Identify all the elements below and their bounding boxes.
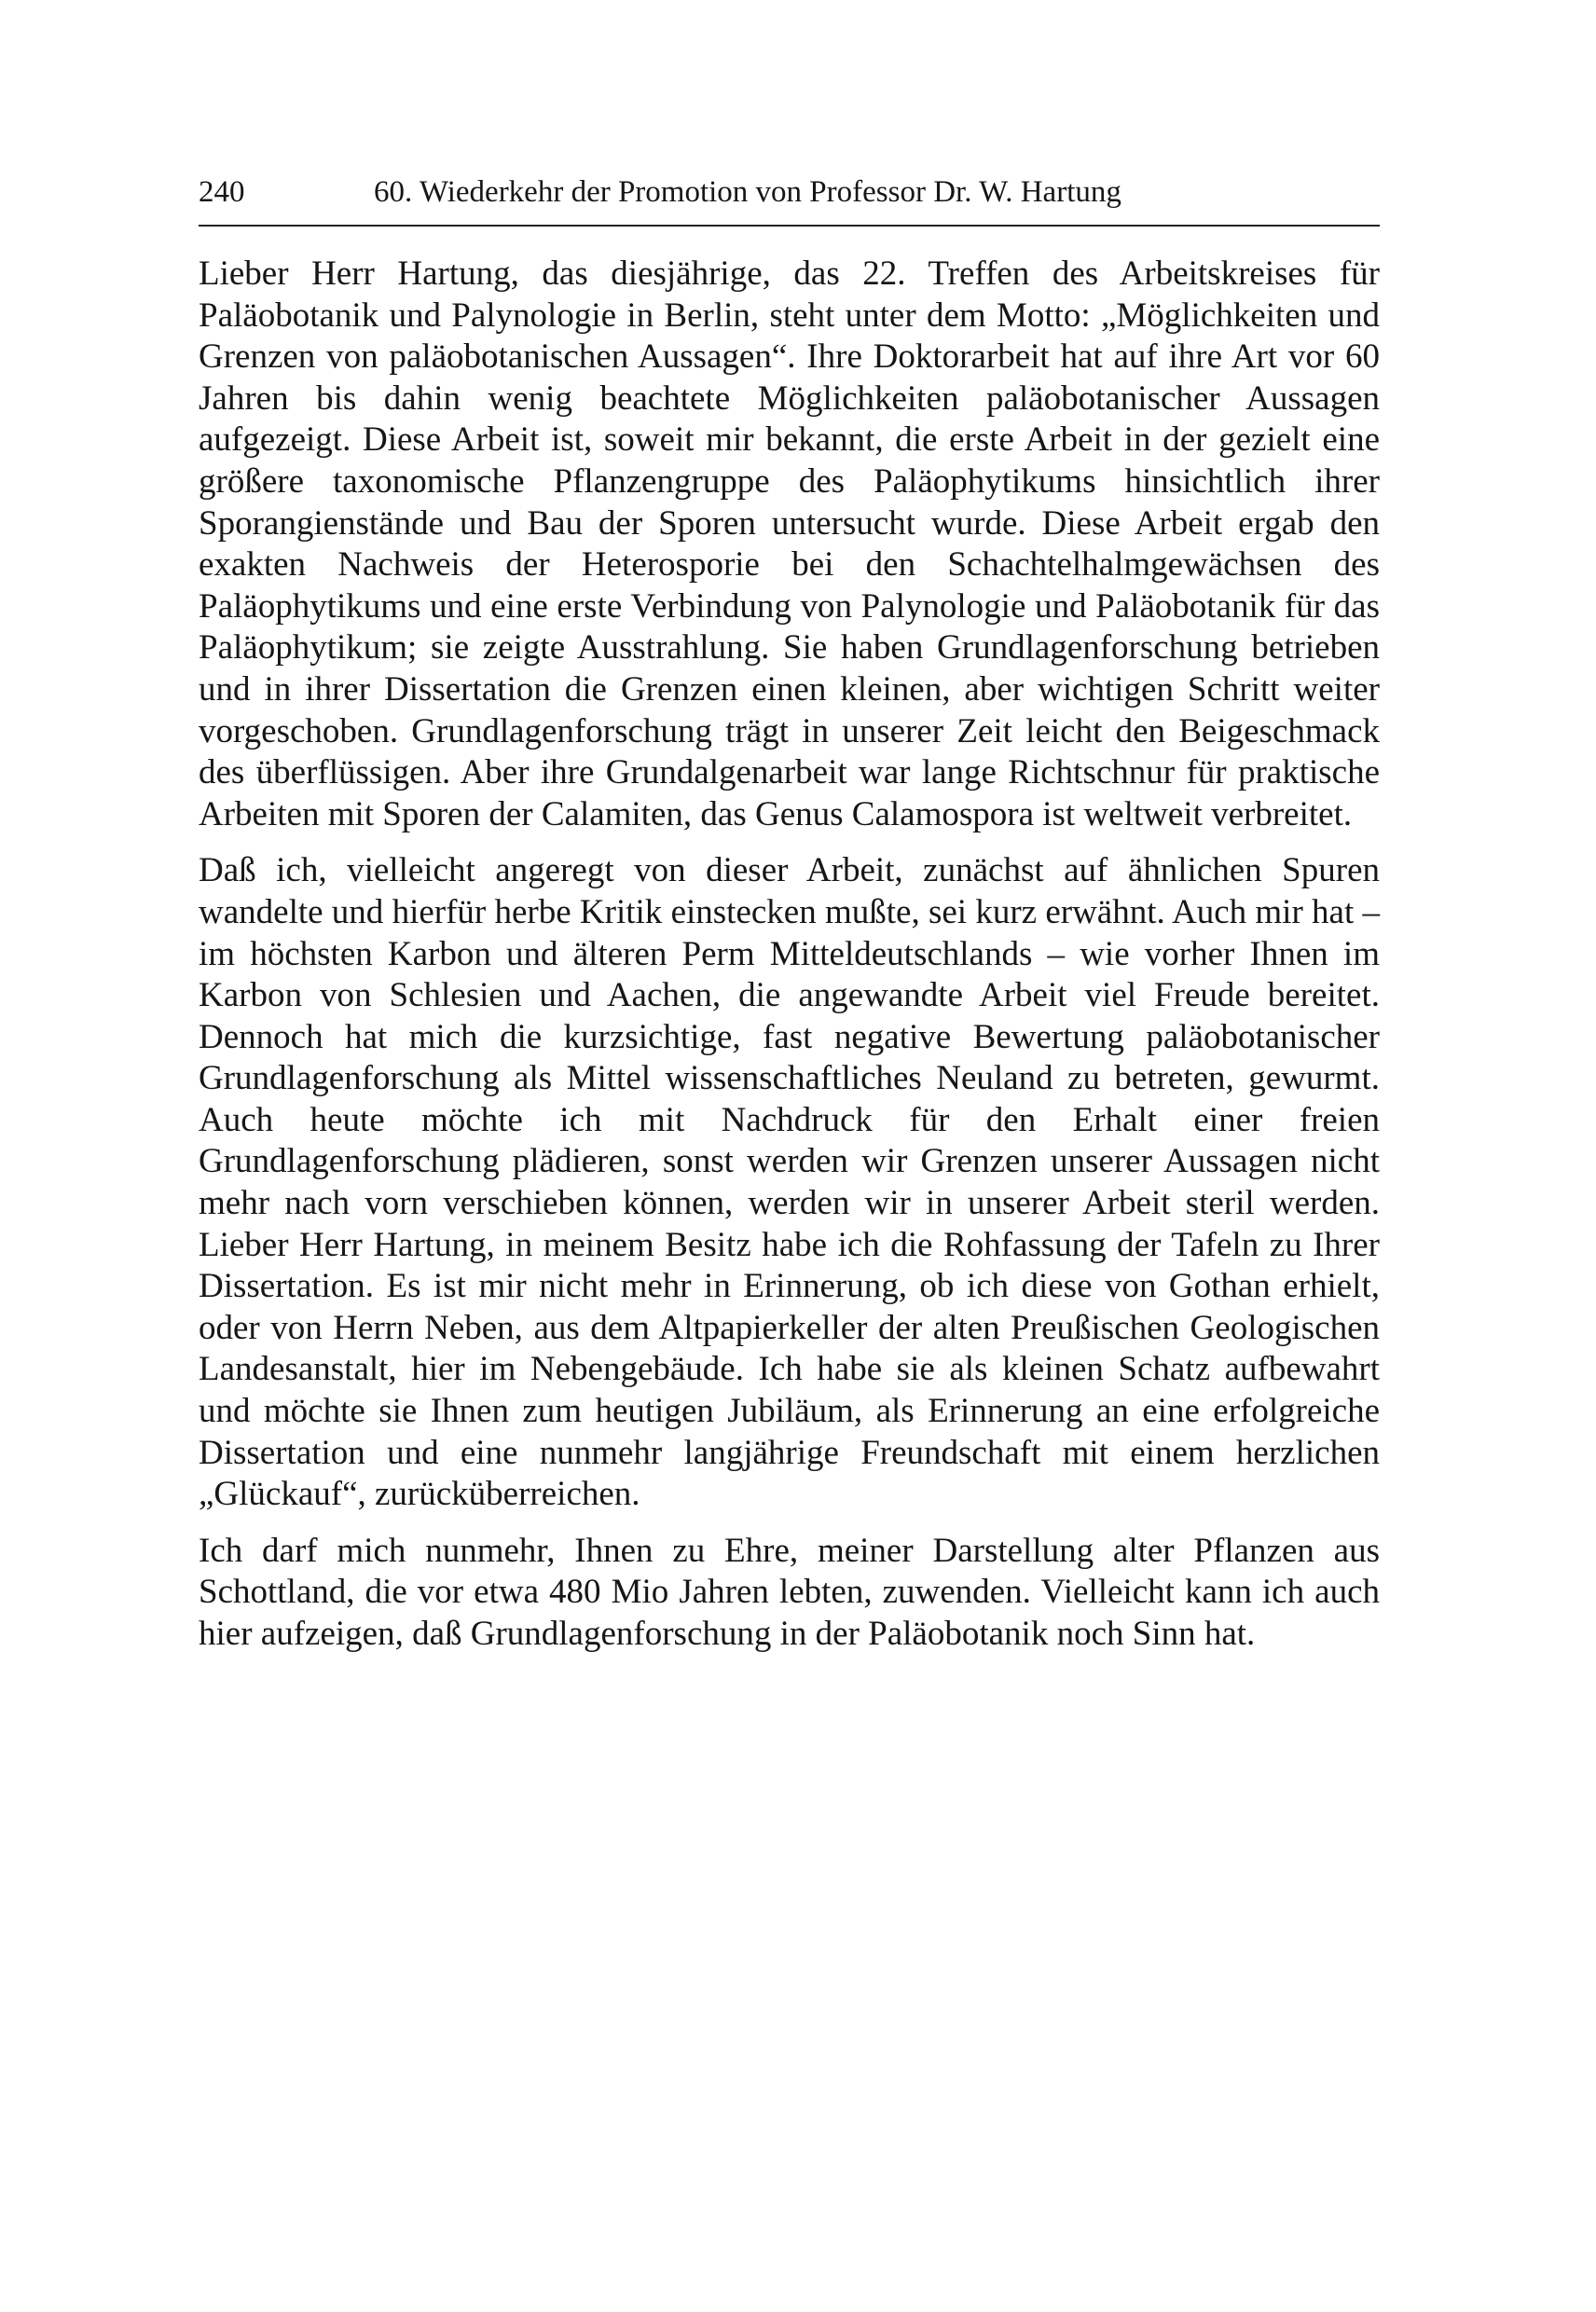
header-rule [199,225,1380,227]
body-text [199,254,1380,1656]
paragraph-1: Lieber Herr Hartung, das diesjährige, das 22. Treffen des Arbeitskreises für Paläobotanik und Palynologie in Berlin, steht unter dem Motto: „Möglichkeiten und Grenzen von paläobotanischen Aussagen“. Ihre Doktorarbeit hat auf ihre Art vor 60 Jahren bis dahin wenig beachtete Möglichkeiten paläobotanischer Aussagen aufgezeigt. Diese Arbeit ist, soweit mir bekannt, die erste Arbeit in der gezielt eine größere taxonomische Pflanzengruppe des Paläophytikums hinsichtlich ihrer Sporangienstände und Bau der Sporen untersucht wurde. Diese Arbeit ergab den exakten Nachweis der Heterosporie bei den Schachtelhalmgewächsen des Paläophytikums und eine erste Verbindung von Palynologie und Paläobotanik für das Paläophytikum; sie zeigte Ausstrahlung. Sie haben Grundlagenforschung betrieben und in ihrer Dissertation die Grenzen einen kleinen, aber wichtigen Schritt weiter vorgeschoben. Grundlagenforschung trägt in unserer Zeit leicht den Beigeschmack des überflüssigen. Aber ihre Grundalgenarbeit war lange Richtschnur für praktische Arbeiten mit Sporen der Calamiten, das Genus Calamospora ist weltweit verbreitet. [199,255,1380,833]
page-header [199,166,1380,218]
running-title: 60. Wiederkehr der Promotion von Professor Dr. W. Hartung [374,175,1121,209]
paragraph-2: Daß ich, vielleicht angeregt von dieser Arbeit, zunächst auf ähnlichen Spuren wandelte und hierfür herbe Kritik einstecken mußte, sei kurz erwähnt. Auch mir hat – im höchsten Karbon und älteren Perm Mitteldeutschlands – wie vorher Ihnen im Karbon von Schlesien und Aachen, die angewandte Arbeit viel Freude bereitet. Dennoch hat mich die kurzsichtige, fast negative Bewertung paläobotanischer Grundlagenforschung als Mittel wissenschaftliches Neuland zu betreten, gewurmt. Auch heute möchte ich mit Nachdruck für den Erhalt einer freien Grundlagenforschung plädieren, sonst werden wir Grenzen unserer Aussagen nicht mehr nach vorn verschieben können, werden wir in unserer Arbeit steril werden. Lieber Herr Hartung, in meinem Besitz habe ich die Rohfassung der Tafeln zu Ihrer Dissertation. Es ist mir nicht mehr in Erinnerung, ob ich diese von Gothan erhielt, oder von Herrn Neben, aus dem Altpapierkeller der alten Preußischen Geologischen Landesanstalt, hier im Nebengebäude. Ich habe sie als kleinen Schatz aufbewahrt und möchte sie Ihnen zum heutigen Jubiläum, als Erinnerung an eine erfolgreiche Dissertation und eine nunmehr langjährige Freundschaft mit einem herzlichen „Glückauf“, zurücküberreichen. [199,851,1380,1514]
paragraph-3: Ich darf mich nunmehr, Ihnen zu Ehre, meiner Darstellung alter Pflanzen aus Schottland, die vor etwa 480 Mio Jahren lebten, zuwenden. Vielleicht kann ich auch hier aufzeigen, daß Grundlagenforschung in der Paläobotanik noch Sinn hat. [199,1531,1380,1653]
page-number: 240 [199,175,245,209]
